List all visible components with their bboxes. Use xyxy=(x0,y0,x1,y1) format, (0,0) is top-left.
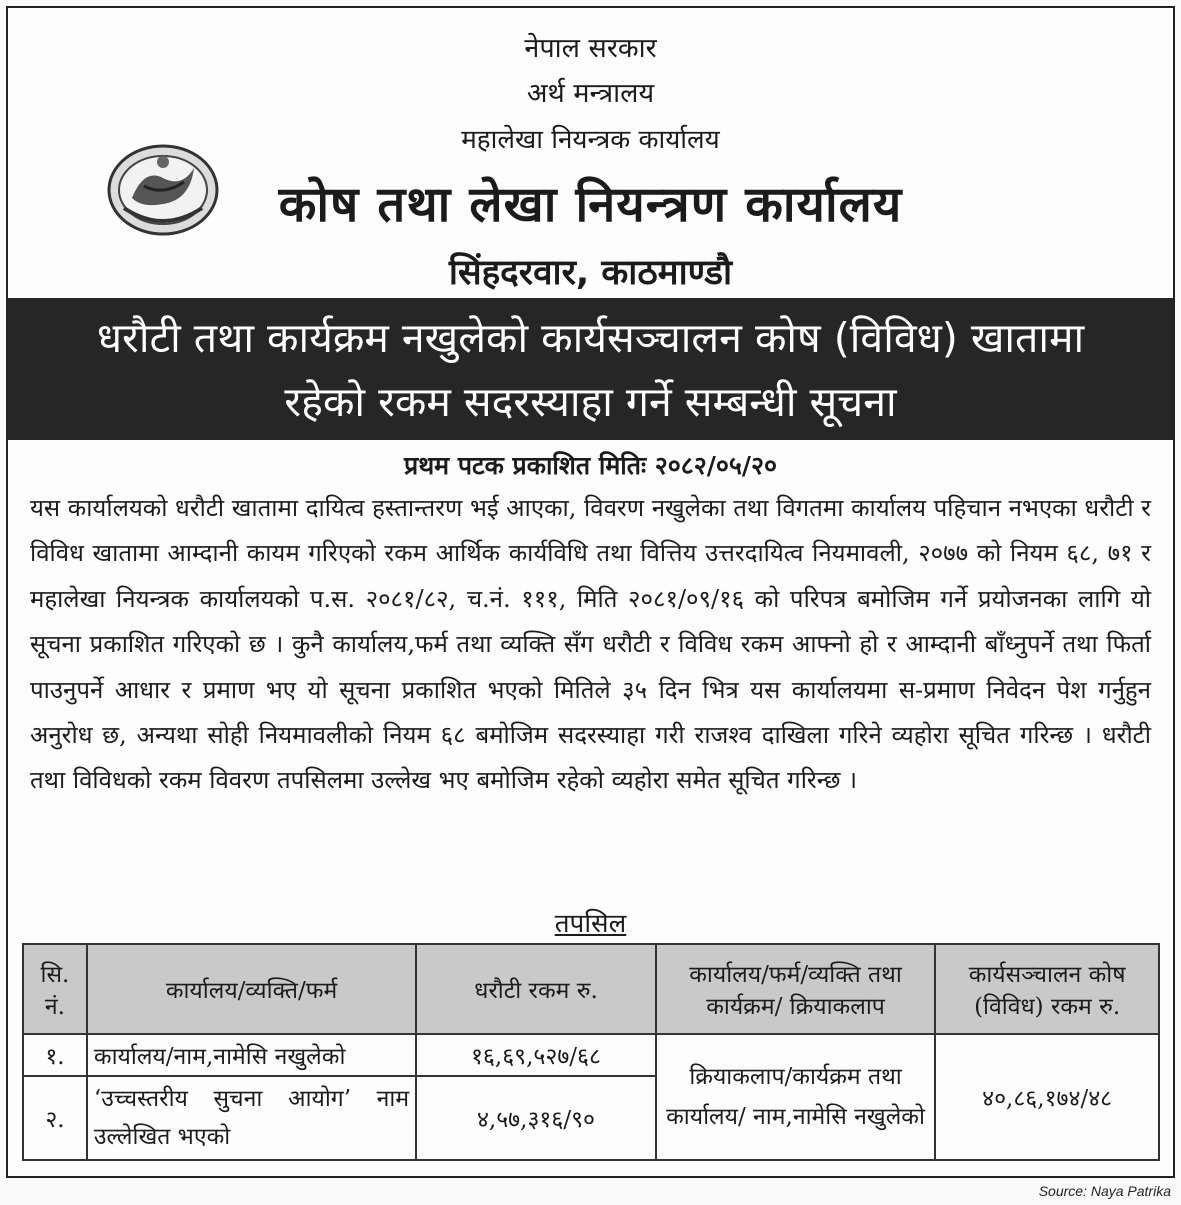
row-entity: ‘उच्चस्तरीय सुचना आयोग’ नाम उल्लेखित भएको xyxy=(87,1076,416,1160)
row-deposit: १६,६९,५२७/६८ xyxy=(416,1034,656,1076)
table-header-row xyxy=(23,944,1159,1034)
office-location: सिंहदरवार, काठमाण्डौ xyxy=(448,253,733,293)
merged-program: क्रियाकलाप/कार्यक्रम तथा कार्यालय/ नाम,नामेसि नखुलेको xyxy=(656,1034,935,1160)
header-fund: कार्यसञ्चालन कोष (विविध) रकम रु. xyxy=(935,944,1159,1034)
notice-body: यस कार्यालयको धरौटी खातामा दायित्व हस्तान्तरण भई आएका, विवरण नखुलेका तथा विगतमा कार्यालय पहिचान नभएका धरौटी र विविध खातामा आम्दानी कायम गरिएको रकम आर्थिक कार्यविधि तथा वित्तिय उत्तरदायित्व नियमावली, २०७७ को नियम ६८, ७१ र महालेखा नियन्त्रक कार्यालयको प.स. २०८१/८२, च.नं. १११, मिति २०८१/०९/१६ को परिपत्र बमोजिम गर्ने प्रयोजनका लागि यो सूचना प्रकाशित गरिएको छ । कुनै कार्यालय,फर्म तथा व्यक्ति सँग धरौटी र विविध रकम आफ्नो हो र आम्दानी बाँध्नुपर्ने तथा फिर्ता पाउनुपर्ने आधार र प्रमाण भए यो सूचना प्रकाशित भएको मितिले ३५ दिन भित्र यस कार्यालयमा स-प्रमाण निवेदन पेश गर्नुहुन अनुरोध छ, अन्यथा सोही नियमावलीको नियम ६८ बमोजिम सदरस्याहा गरी राजश्व दाखिला गरिने व्यहोरा सूचित गरिन्छ । धरौटी तथा विविधको रकम विवरण तपसिलमा उल्लेख भए बमोजिम रहेको व्यहोरा समेत सूचित गरिन्छ । xyxy=(30,494,1151,795)
header-entity: कार्यालय/व्यक्ति/फर्म xyxy=(87,944,416,1034)
government-name: नेपाल सरकार xyxy=(524,33,657,64)
schedule-title: तपसिल xyxy=(554,909,627,939)
merged-fund-amount: ४०,८६,१७४/४८ xyxy=(935,1034,1159,1160)
header-program: कार्यालय/फर्म/व्यक्ति तथा कार्यक्रम/ क्रियाकलाप xyxy=(656,944,935,1034)
schedule-table xyxy=(22,943,1160,1161)
notice-header xyxy=(8,8,1173,296)
header-sn: सि. नं. xyxy=(23,944,87,1034)
row-sn: १. xyxy=(23,1034,87,1076)
publication-date: प्रथम पटक प्रकाशित मितिः २०८२/०५/२० xyxy=(403,451,778,480)
notice-title-banner xyxy=(8,298,1173,440)
department-name: महालेखा नियन्त्रक कार्यालय xyxy=(461,125,720,155)
table-row xyxy=(23,1034,1159,1076)
row-deposit: ४,५७,३१६/९० xyxy=(416,1076,656,1160)
notice-title-line-2: रहेको रकम सदरस्याहा गर्ने सम्बन्धी सूचना xyxy=(284,378,897,426)
row-sn: २. xyxy=(23,1076,87,1160)
office-name: कोष तथा लेखा नियन्त्रण कार्यालय xyxy=(278,176,903,233)
header-deposit: धरौटी रकम रु. xyxy=(416,944,656,1034)
row-entity: कार्यालय/नाम,नामेसि नखुलेको xyxy=(87,1034,416,1076)
ministry-name: अर्थ मन्त्रालय xyxy=(526,78,655,109)
notice xyxy=(6,6,1175,1178)
source-credit: Source: Naya Patrika xyxy=(1038,1183,1171,1199)
notice-title-line-1: धरौटी तथा कार्यक्रम नखुलेको कार्यसञ्चालन कोष (विविध) खातामा xyxy=(96,314,1085,362)
